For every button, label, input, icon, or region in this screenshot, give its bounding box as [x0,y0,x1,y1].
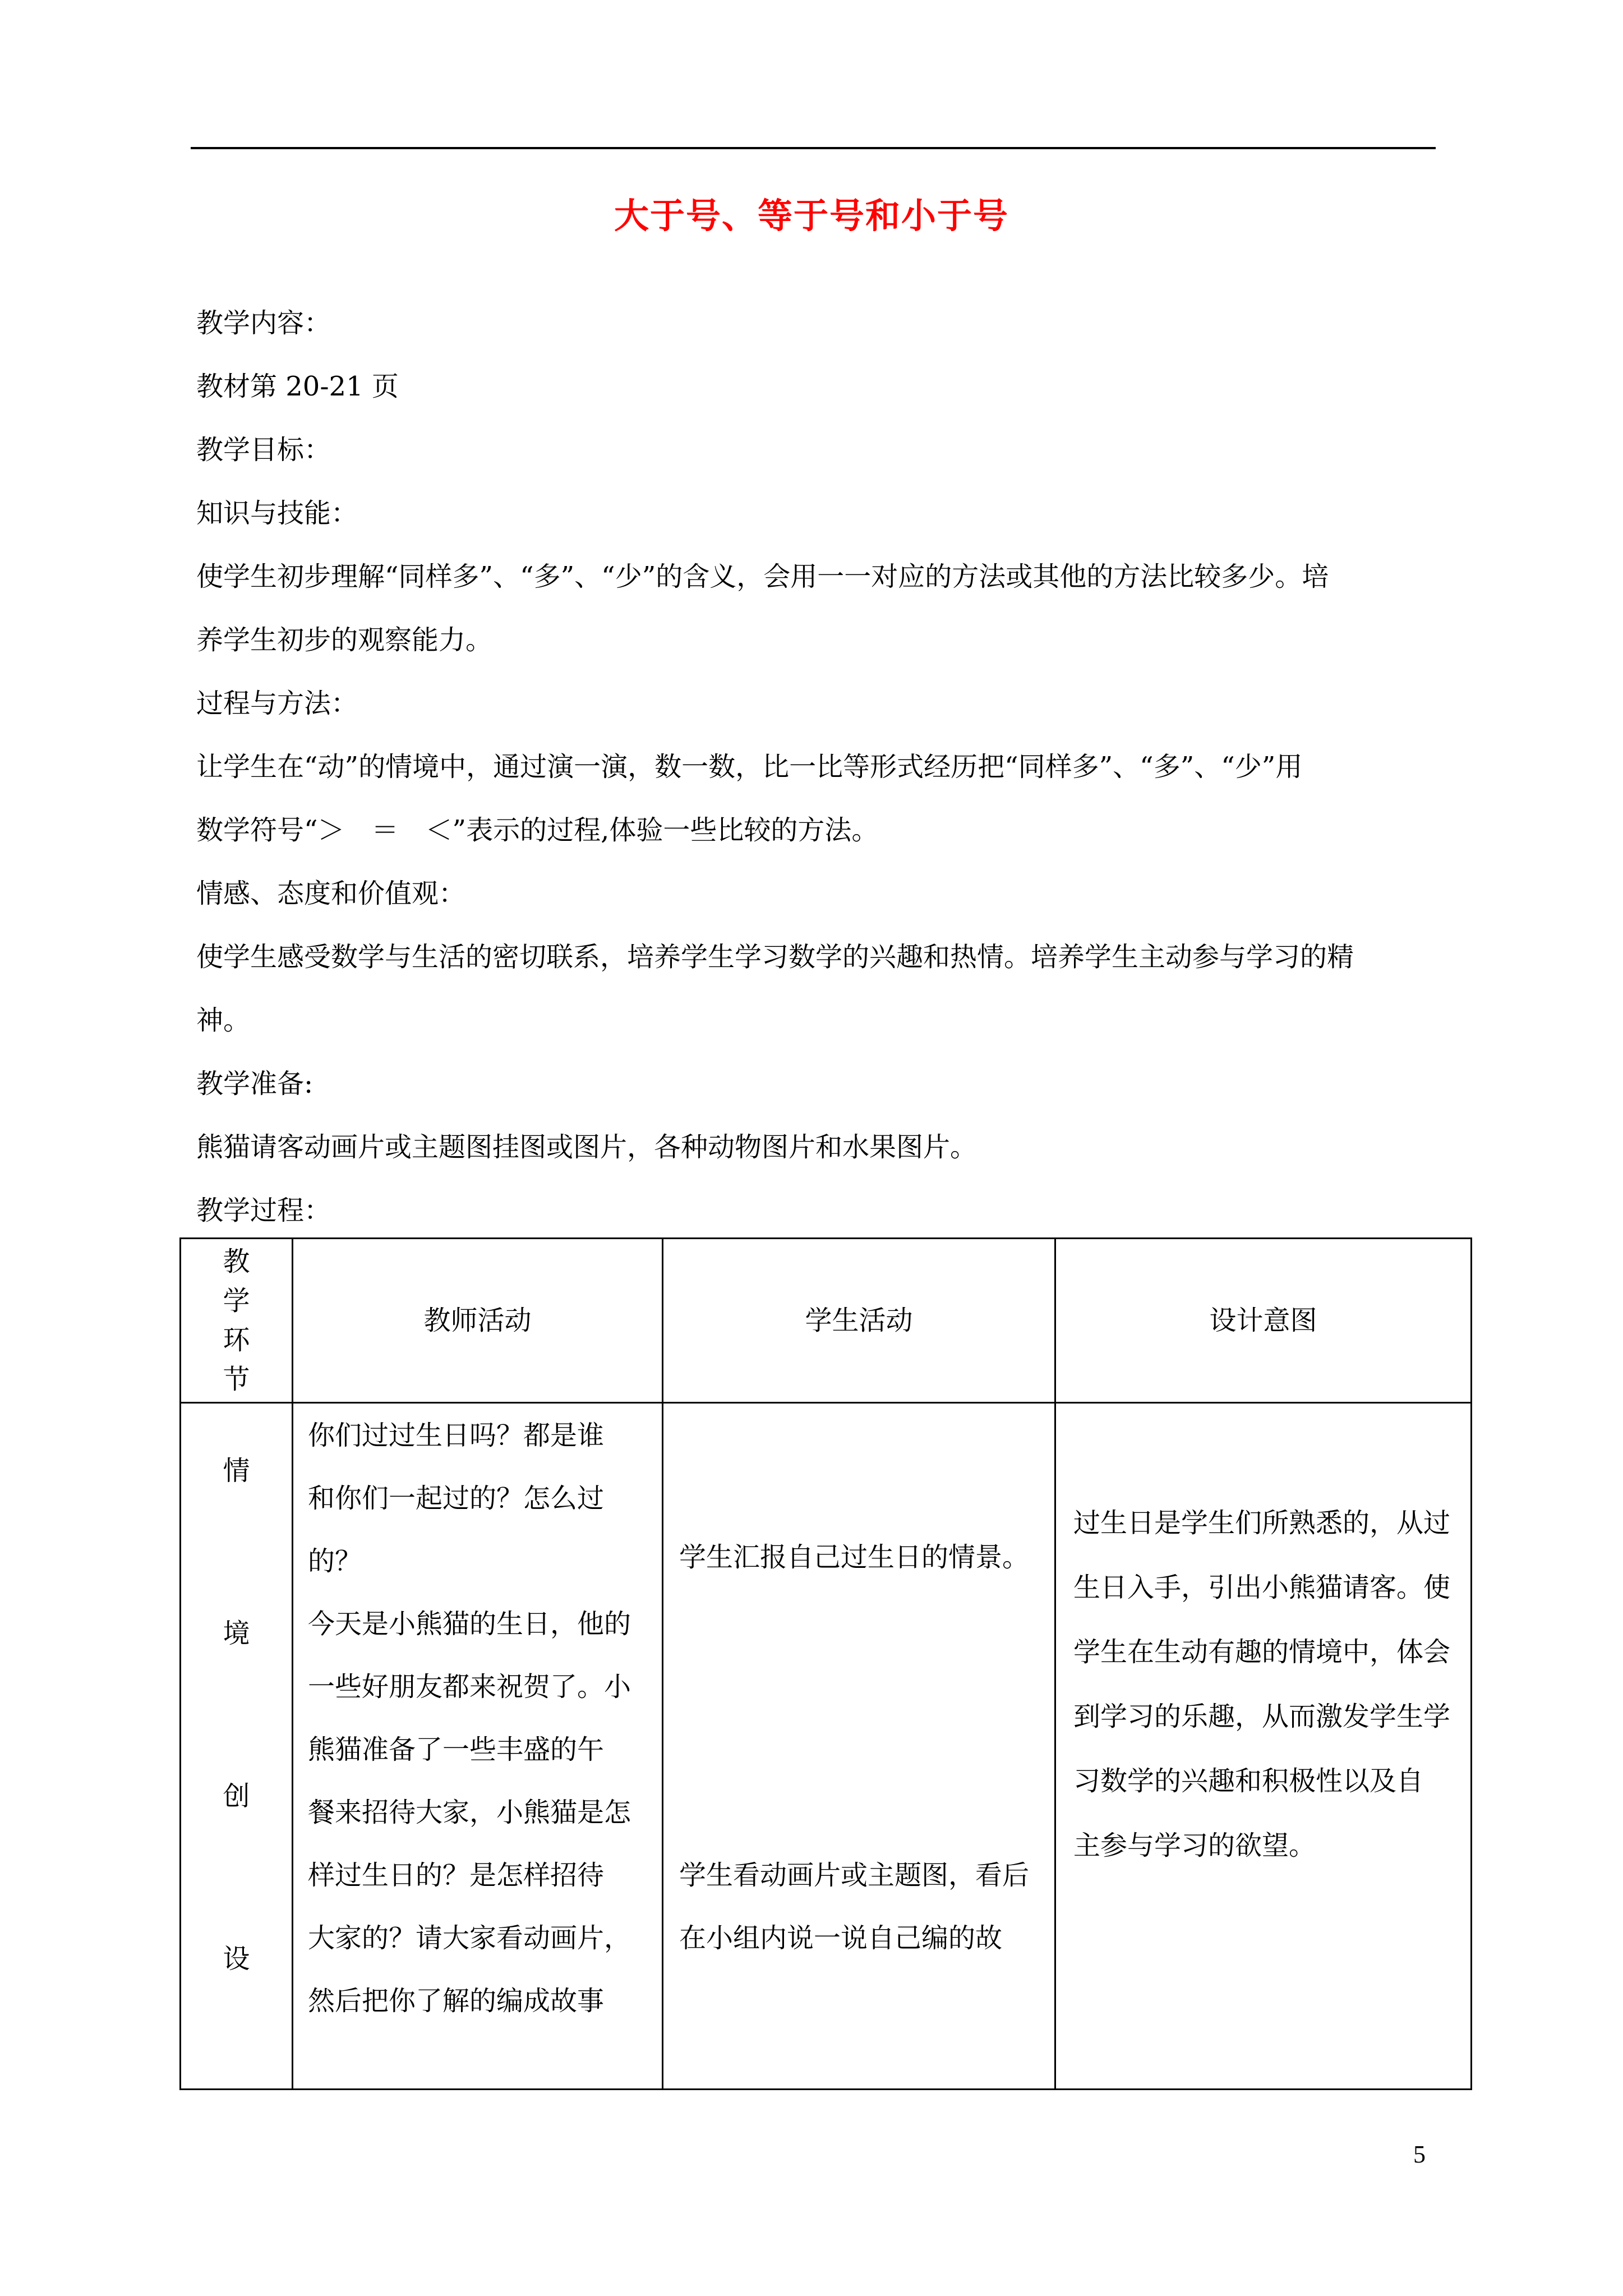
body-line: 使学生初步理解“同样多”、“多”、“少”的含义，会用一一对应的方法或其他的方法比较多少。培 [196,561,1329,592]
teacher-line: 你们过过生日吗？都是谁 [308,1420,605,1451]
teacher-line: 大家的？请大家看动画片， [308,1922,631,1954]
body-line: 教材第 20-21 页 [196,371,399,402]
body-line: 情感、态度和价值观： [196,878,466,909]
table-header-row [181,1239,1472,1403]
header-rule [191,147,1436,149]
stage-char: 创 [223,1780,250,1812]
intent-line: 学生在生动有趣的情境中，体会 [1073,1636,1451,1668]
body-line: 教学内容： [196,307,331,339]
intent-line: 生日入手，引出小熊猫请客。使 [1073,1572,1451,1603]
page-number: 5 [1413,2141,1426,2168]
body-line: 使学生感受数学与生活的密切联系，培养学生学习数学的兴趣和热情。培养学生主动参与学习的精 [196,941,1354,973]
header-stage-char: 学 [223,1285,250,1317]
document-title: 大于号、等于号和小于号 [614,195,1009,236]
document-body [196,292,1447,1243]
teacher-line: 一些好朋友都来祝贺了。小 [308,1671,631,1703]
body-line: 教学准备: [196,1068,313,1099]
header-stage-char: 教 [223,1246,250,1277]
intent-line: 到学习的乐趣，从而激发学生学 [1073,1701,1451,1732]
stage-char: 境 [223,1618,250,1649]
header-teacher-activity: 教师活动 [293,1239,663,1403]
header-stage-char: 节 [223,1364,250,1395]
stage-cell [181,1403,293,2090]
teacher-line: 和你们一起过的？怎么过 [308,1483,605,1514]
header-stage-char: 环 [223,1324,250,1356]
teacher-line: 今天是小熊猫的生日，他的 [308,1608,631,1640]
teacher-activity-cell [293,1403,663,2090]
teaching-process-table [179,1237,1472,2090]
body-line: 神。 [196,1005,251,1036]
header-design-intent: 设计意图 [1055,1239,1472,1403]
student-line: 在小组内说一说自己编的故 [679,1922,1003,1954]
teacher-line: 餐来招待大家，小熊猫是怎 [308,1797,631,1828]
header-student-activity: 学生活动 [663,1239,1055,1403]
teacher-line: 熊猫准备了一些丰盛的午 [308,1734,605,1765]
teacher-line: 样过生日的？是怎样招待 [308,1860,605,1891]
body-line: 熊猫请客动画片或主题图挂图或图片，各种动物图片和水果图片。 [196,1131,978,1163]
stage-char: 设 [223,1943,250,1975]
body-line: 知识与技能： [196,498,358,529]
body-line: 教学过程： [196,1195,331,1226]
student-line: 学生看动画片或主题图，看后 [679,1860,1030,1891]
stage-char: 情 [223,1455,250,1487]
table-row [181,1403,1472,2090]
intent-line: 习数学的兴趣和积极性以及自 [1073,1765,1424,1797]
body-line: 养学生初步的观察能力。 [196,624,493,656]
body-line: 过程与方法： [196,688,358,719]
student-activity-text-2 [679,1844,1029,1970]
body-line: 数学符号“＞ ＝ ＜”表示的过程,体验一些比较的方法。 [196,815,879,846]
body-line: 教学目标： [196,434,331,466]
student-activity-text: 学生汇报自己过生日的情景。 [679,1542,1030,1573]
body-line: 让学生在“动”的情境中，通过演一演，数一数，比一比等形式经历把“同样多”、“多”、“少”用 [196,751,1303,783]
teacher-line: 然后把你了解的编成故事 [308,1985,605,2017]
intent-line: 过生日是学生们所熟悉的，从过 [1073,1507,1451,1539]
design-intent-cell [1055,1403,1472,2090]
header-stage [181,1239,293,1403]
teacher-line: 的？ [308,1545,362,1577]
student-activity-cell [663,1403,1055,2090]
intent-line: 主参与学习的欲望。 [1073,1830,1316,1861]
